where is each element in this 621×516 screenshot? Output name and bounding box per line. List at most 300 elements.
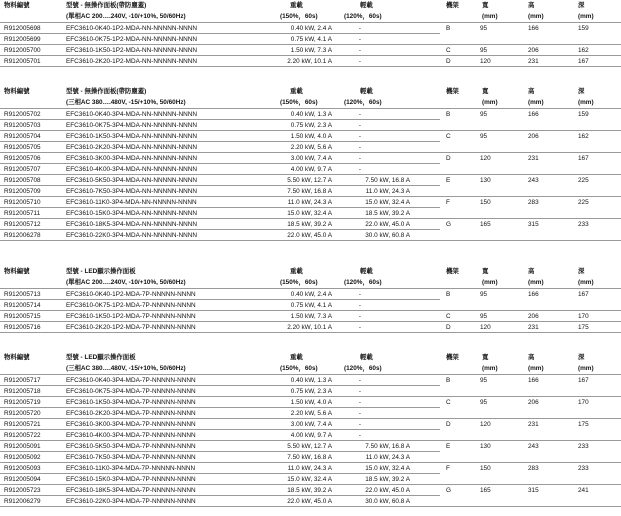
header-light-duty: 輕載 [360, 2, 373, 9]
header-width-unit: (mm) [482, 279, 498, 286]
header-depth: 深 [578, 2, 585, 9]
table-row [0, 197, 621, 208]
table-row [0, 430, 621, 441]
cell-material-no: R912005720 [4, 410, 41, 417]
cell-width: 150 [480, 199, 491, 206]
table-row [0, 153, 621, 164]
cell-frame: F [446, 465, 450, 472]
group-divider [440, 240, 621, 241]
cell-light-duty: - [358, 388, 362, 395]
cell-material-no: R912005718 [4, 388, 41, 395]
table-row [0, 208, 621, 219]
header-frame: 機架 [446, 2, 459, 9]
row-divider [0, 332, 440, 333]
table-row [0, 463, 621, 474]
cell-material-no: R912005705 [4, 144, 41, 151]
header-heavy-duty: 重載 [290, 268, 303, 275]
header-depth: 深 [578, 268, 585, 275]
header-heavy-duty-sub: (150%，60s) [280, 13, 318, 20]
cell-material-no: R912005706 [4, 155, 41, 162]
table-row [0, 452, 621, 463]
header-heavy-duty-sub: (150%，60s) [280, 365, 318, 372]
table-row [0, 34, 621, 45]
cell-model: EFC3610-11K0-3P4-MDA-7P-NNNNN-NNNN [66, 465, 196, 472]
cell-model: EFC3610-0K40-1P2-MDA-NN-NNNNN-NNNN [66, 25, 198, 32]
header-model-title: 型號 - 無操作面板(帶防塵蓋) [66, 88, 147, 95]
cell-light-duty: - [358, 25, 362, 32]
header-height: 高 [528, 354, 535, 361]
cell-heavy-duty: 4.00 kW, 9.7 A [290, 166, 332, 173]
table-row [0, 23, 621, 34]
header-width: 寬 [482, 268, 489, 275]
cell-heavy-duty: 0.40 kW, 1.3 A [290, 111, 332, 118]
table-row [0, 474, 621, 485]
cell-light-duty: - [358, 166, 362, 173]
cell-heavy-duty: 15.0 kW, 32.4 A [287, 210, 332, 217]
cell-heavy-duty: 3.00 kW, 7.4 A [290, 421, 332, 428]
header-model-subtitle: (單相AC 200….240V, -10/+10%, 50/60Hz) [66, 13, 186, 20]
cell-depth: 159 [578, 111, 589, 118]
header-model-subtitle: (三相AC 380….480V, -15/+10%, 50/60Hz) [66, 365, 186, 372]
cell-material-no: R912005717 [4, 377, 41, 384]
cell-light-duty: 11.0 kW, 24.3 A [365, 188, 410, 195]
cell-model: EFC3610-0K40-3P4-MDA-7P-NNNNN-NNNN [66, 377, 196, 384]
cell-height: 166 [528, 377, 539, 384]
header-depth: 深 [578, 354, 585, 361]
section-header [0, 266, 621, 289]
header-height-unit: (mm) [528, 365, 544, 372]
cell-model: EFC3610-5K50-3P4-MDA-NN-NNNNN-NNNN [66, 177, 198, 184]
cell-light-duty: - [358, 399, 362, 406]
cell-heavy-duty: 1.50 kW, 7.3 A [290, 313, 332, 320]
section-header [0, 352, 621, 375]
cell-light-duty: - [358, 410, 362, 417]
cell-model: EFC3610-4K00-3P4-MDA-7P-NNNNN-NNNN [66, 432, 196, 439]
cell-model: EFC3610-7K50-3P4-MDA-7P-NNNNN-NNNN [66, 454, 196, 461]
cell-heavy-duty: 11.0 kW, 24.3 A [287, 199, 332, 206]
cell-height: 206 [528, 313, 539, 320]
cell-heavy-duty: 1.50 kW, 4.0 A [290, 133, 332, 140]
cell-width: 95 [480, 47, 488, 54]
cell-frame: C [446, 313, 451, 320]
cell-light-duty: 15.0 kW, 32.4 A [365, 465, 410, 472]
cell-width: 120 [480, 421, 491, 428]
cell-material-no: R912005713 [4, 291, 41, 298]
cell-heavy-duty: 2.20 kW, 10.1 A [287, 58, 332, 65]
cell-heavy-duty: 0.40 kW, 1.3 A [290, 377, 332, 384]
cell-heavy-duty: 5.50 kW, 12.7 A [287, 443, 332, 450]
cell-model: EFC3610-18K5-3P4-MDA-7P-NNNNN-NNNN [66, 487, 196, 494]
header-model-title: 型號 - 無操作面板(帶防塵蓋) [66, 2, 147, 9]
cell-heavy-duty: 2.20 kW, 5.6 A [290, 410, 332, 417]
cell-frame: F [446, 199, 450, 206]
cell-light-duty: - [358, 313, 362, 320]
table-row [0, 219, 621, 230]
header-frame: 機架 [446, 354, 459, 361]
cell-model: EFC3610-0K75-1P2-MDA-7P-NNNNN-NNNN [66, 302, 196, 309]
header-light-duty-sub: (120%，60s) [344, 279, 382, 286]
cell-material-no: R912005092 [4, 454, 41, 461]
header-heavy-duty: 重載 [290, 88, 303, 95]
cell-light-duty: - [358, 302, 362, 309]
table-row [0, 131, 621, 142]
cell-depth: 162 [578, 133, 589, 140]
cell-heavy-duty: 0.40 kW, 2.4 A [290, 25, 332, 32]
table-row [0, 441, 621, 452]
cell-material-no: R912005091 [4, 443, 41, 450]
header-model-title: 型號 - LED顯示操作面板 [66, 354, 136, 361]
header-height-unit: (mm) [528, 279, 544, 286]
header-depth-unit: (mm) [578, 279, 594, 286]
cell-material-no: R912005701 [4, 58, 41, 65]
cell-width: 95 [480, 291, 488, 298]
cell-heavy-duty: 1.50 kW, 4.0 A [290, 399, 332, 406]
cell-width: 165 [480, 487, 491, 494]
table-row [0, 397, 621, 408]
table-row [0, 311, 621, 322]
cell-model: EFC3610-7K50-3P4-MDA-NN-NNNNN-NNNN [66, 188, 198, 195]
cell-frame: B [446, 291, 451, 298]
cell-height: 166 [528, 25, 539, 32]
cell-light-duty: - [358, 133, 362, 140]
cell-light-duty: - [358, 291, 362, 298]
cell-model: EFC3610-1K50-1P2-MDA-7P-NNNNN-NNNN [66, 313, 196, 320]
cell-light-duty: 11.0 kW, 24.3 A [365, 454, 410, 461]
table-row [0, 419, 621, 430]
cell-light-duty: - [358, 144, 362, 151]
cell-light-duty: - [358, 377, 362, 384]
cell-heavy-duty: 5.50 kW, 12.7 A [287, 177, 332, 184]
cell-width: 120 [480, 324, 491, 331]
cell-depth: 225 [578, 177, 589, 184]
cell-depth: 170 [578, 399, 589, 406]
header-depth-unit: (mm) [578, 13, 594, 20]
header-light-duty: 輕載 [360, 88, 373, 95]
cell-depth: 167 [578, 377, 589, 384]
cell-light-duty: 7.50 kW, 16.8 A [365, 177, 410, 184]
cell-model: EFC3610-0K40-3P4-MDA-NN-NNNNN-NNNN [66, 111, 198, 118]
header-model-title: 型號 - LED顯示操作面板 [66, 268, 136, 275]
cell-light-duty: - [358, 324, 362, 331]
cell-material-no: R912005709 [4, 188, 41, 195]
header-width-unit: (mm) [482, 13, 498, 20]
cell-width: 95 [480, 399, 488, 406]
header-depth-unit: (mm) [578, 365, 594, 372]
cell-model: EFC3610-1K50-3P4-MDA-NN-NNNNN-NNNN [66, 133, 198, 140]
cell-light-duty: - [358, 58, 362, 65]
cell-light-duty: - [358, 122, 362, 129]
cell-height: 283 [528, 465, 539, 472]
cell-height: 231 [528, 421, 539, 428]
header-light-duty: 輕載 [360, 354, 373, 361]
cell-material-no: R912005708 [4, 177, 41, 184]
cell-light-duty: 18.5 kW, 39.2 A [365, 476, 410, 483]
header-frame: 機架 [446, 88, 459, 95]
cell-heavy-duty: 15.0 kW, 32.4 A [287, 476, 332, 483]
cell-light-duty: 30.0 kW, 60.8 A [365, 498, 410, 505]
cell-height: 206 [528, 399, 539, 406]
cell-width: 130 [480, 443, 491, 450]
table-row [0, 408, 621, 419]
cell-height: 206 [528, 133, 539, 140]
cell-material-no: R912005698 [4, 25, 41, 32]
header-material-no: 物料編號 [4, 268, 30, 275]
cell-material-no: R912005721 [4, 421, 41, 428]
cell-model: EFC3610-2K20-3P4-MDA-NN-NNNNN-NNNN [66, 144, 198, 151]
cell-material-no: R912006279 [4, 498, 41, 505]
cell-model: EFC3610-2K20-3P4-MDA-7P-NNNNN-NNNN [66, 410, 196, 417]
header-light-duty-sub: (120%，60s) [344, 13, 382, 20]
cell-frame: D [446, 58, 451, 65]
cell-light-duty: - [358, 421, 362, 428]
table-row [0, 485, 621, 496]
cell-model: EFC3610-0K75-1P2-MDA-NN-NNNNN-NNNN [66, 36, 198, 43]
cell-light-duty: 7.50 kW, 16.8 A [365, 443, 410, 450]
cell-light-duty: 18.5 kW, 39.2 A [365, 210, 410, 217]
cell-depth: 170 [578, 313, 589, 320]
cell-light-duty: - [358, 111, 362, 118]
cell-frame: G [446, 487, 451, 494]
cell-material-no: R912005714 [4, 302, 41, 309]
cell-heavy-duty: 18.5 kW, 39.2 A [287, 221, 332, 228]
header-light-duty: 輕載 [360, 268, 373, 275]
cell-frame: C [446, 399, 451, 406]
cell-height: 231 [528, 58, 539, 65]
header-height: 高 [528, 2, 535, 9]
cell-material-no: R912005700 [4, 47, 41, 54]
cell-light-duty: 30.0 kW, 60.8 A [365, 232, 410, 239]
cell-material-no: R912005094 [4, 476, 41, 483]
table-row [0, 375, 621, 386]
cell-heavy-duty: 18.5 kW, 39.2 A [287, 487, 332, 494]
cell-model: EFC3610-22K0-3P4-MDA-NN-NNNNN-NNNN [66, 232, 198, 239]
cell-material-no: R912005723 [4, 487, 41, 494]
header-width: 寬 [482, 88, 489, 95]
cell-material-no: R912005719 [4, 399, 41, 406]
header-model-subtitle: (三相AC 380….480V, -15/+10%, 50/60Hz) [66, 99, 186, 106]
table-row [0, 109, 621, 120]
header-light-duty-sub: (120%，60s) [344, 99, 382, 106]
cell-height: 231 [528, 324, 539, 331]
header-material-no: 物料編號 [4, 88, 30, 95]
table-row [0, 322, 621, 333]
cell-frame: D [446, 155, 451, 162]
cell-material-no: R912005722 [4, 432, 41, 439]
cell-frame: B [446, 25, 451, 32]
cell-light-duty: - [358, 432, 362, 439]
table-row [0, 164, 621, 175]
cell-frame: D [446, 324, 451, 331]
cell-depth: 233 [578, 443, 589, 450]
cell-model: EFC3610-3K00-3P4-MDA-NN-NNNNN-NNNN [66, 155, 198, 162]
cell-heavy-duty: 1.50 kW, 7.3 A [290, 47, 332, 54]
header-material-no: 物料編號 [4, 2, 30, 9]
row-divider [0, 506, 440, 507]
cell-height: 166 [528, 291, 539, 298]
table-row [0, 230, 621, 241]
cell-heavy-duty: 11.0 kW, 24.3 A [287, 465, 332, 472]
header-heavy-duty: 重載 [290, 2, 303, 9]
cell-frame: G [446, 221, 451, 228]
cell-model: EFC3610-0K75-3P4-MDA-7P-NNNNN-NNNN [66, 388, 196, 395]
table-row [0, 56, 621, 67]
table-row [0, 120, 621, 131]
cell-model: EFC3610-18K5-3P4-MDA-NN-NNNNN-NNNN [66, 221, 198, 228]
header-frame: 機架 [446, 268, 459, 275]
cell-frame: E [446, 443, 451, 450]
cell-model: EFC3610-4K00-3P4-MDA-NN-NNNNN-NNNN [66, 166, 198, 173]
header-depth-unit: (mm) [578, 99, 594, 106]
cell-width: 95 [480, 377, 488, 384]
cell-model: EFC3610-22K0-3P4-MDA-7P-NNNNN-NNNN [66, 498, 196, 505]
cell-model: EFC3610-5K50-3P4-MDA-7P-NNNNN-NNNN [66, 443, 196, 450]
cell-material-no: R912005715 [4, 313, 41, 320]
header-heavy-duty: 重載 [290, 354, 303, 361]
header-model-subtitle: (單相AC 200….240V, -10/+10%, 50/60Hz) [66, 279, 186, 286]
cell-heavy-duty: 22.0 kW, 45.0 A [287, 498, 332, 505]
cell-height: 243 [528, 443, 539, 450]
group-divider [440, 506, 621, 507]
cell-width: 130 [480, 177, 491, 184]
cell-material-no: R912005707 [4, 166, 41, 173]
cell-model: EFC3610-0K75-3P4-MDA-NN-NNNNN-NNNN [66, 122, 198, 129]
cell-depth: 159 [578, 25, 589, 32]
cell-frame: B [446, 111, 451, 118]
header-height-unit: (mm) [528, 13, 544, 20]
cell-height: 283 [528, 199, 539, 206]
header-height: 高 [528, 268, 535, 275]
cell-width: 95 [480, 313, 488, 320]
cell-depth: 175 [578, 421, 589, 428]
table-row [0, 386, 621, 397]
section-header [0, 0, 621, 23]
cell-light-duty: - [358, 47, 362, 54]
cell-material-no: R912005703 [4, 122, 41, 129]
cell-material-no: R912005699 [4, 36, 41, 43]
cell-model: EFC3610-2K20-1P2-MDA-7P-NNNNN-NNNN [66, 324, 196, 331]
header-width-unit: (mm) [482, 99, 498, 106]
cell-model: EFC3610-3K00-3P4-MDA-7P-NNNNN-NNNN [66, 421, 196, 428]
cell-material-no: R912005716 [4, 324, 41, 331]
cell-height: 243 [528, 177, 539, 184]
row-divider [0, 66, 440, 67]
cell-model: EFC3610-1K50-3P4-MDA-7P-NNNNN-NNNN [66, 399, 196, 406]
cell-depth: 233 [578, 465, 589, 472]
cell-depth: 167 [578, 155, 589, 162]
cell-material-no: R912005704 [4, 133, 41, 140]
cell-width: 120 [480, 58, 491, 65]
cell-depth: 241 [578, 487, 589, 494]
table-row [0, 142, 621, 153]
row-divider [0, 240, 440, 241]
cell-height: 206 [528, 47, 539, 54]
cell-material-no: R912005093 [4, 465, 41, 472]
cell-light-duty: - [358, 155, 362, 162]
cell-heavy-duty: 0.75 kW, 2.3 A [290, 122, 332, 129]
cell-width: 95 [480, 133, 488, 140]
table-row [0, 300, 621, 311]
table-row [0, 186, 621, 197]
cell-model: EFC3610-0K40-1P2-MDA-7P-NNNNN-NNNN [66, 291, 196, 298]
cell-frame: E [446, 177, 451, 184]
cell-model: EFC3610-2K20-1P2-MDA-NN-NNNNN-NNNN [66, 58, 198, 65]
group-divider [440, 66, 621, 67]
cell-heavy-duty: 4.00 kW, 9.7 A [290, 432, 332, 439]
table-row [0, 45, 621, 56]
table-row [0, 175, 621, 186]
cell-model: EFC3610-15K0-3P4-MDA-7P-NNNNN-NNNN [66, 476, 196, 483]
cell-light-duty: 22.0 kW, 45.0 A [365, 221, 410, 228]
cell-width: 95 [480, 25, 488, 32]
cell-depth: 233 [578, 221, 589, 228]
table-row [0, 496, 621, 507]
cell-frame: C [446, 133, 451, 140]
cell-material-no: R912005712 [4, 221, 41, 228]
cell-heavy-duty: 0.75 kW, 4.1 A [290, 302, 332, 309]
header-material-no: 物料編號 [4, 354, 30, 361]
cell-width: 150 [480, 465, 491, 472]
cell-heavy-duty: 0.75 kW, 2.3 A [290, 388, 332, 395]
cell-material-no: R912005710 [4, 199, 41, 206]
group-divider [440, 332, 621, 333]
cell-material-no: R912005702 [4, 111, 41, 118]
header-depth: 深 [578, 88, 585, 95]
cell-frame: B [446, 377, 451, 384]
cell-width: 95 [480, 111, 488, 118]
cell-heavy-duty: 3.00 kW, 7.4 A [290, 155, 332, 162]
cell-depth: 225 [578, 199, 589, 206]
cell-heavy-duty: 22.0 kW, 45.0 A [287, 232, 332, 239]
cell-light-duty: - [358, 36, 362, 43]
cell-heavy-duty: 7.50 kW, 16.8 A [287, 454, 332, 461]
cell-material-no: R912006278 [4, 232, 41, 239]
header-width: 寬 [482, 2, 489, 9]
cell-height: 231 [528, 155, 539, 162]
cell-light-duty: 15.0 kW, 32.4 A [365, 199, 410, 206]
cell-depth: 162 [578, 47, 589, 54]
header-width-unit: (mm) [482, 365, 498, 372]
cell-depth: 175 [578, 324, 589, 331]
header-height: 高 [528, 88, 535, 95]
cell-frame: C [446, 47, 451, 54]
cell-width: 120 [480, 155, 491, 162]
cell-height: 315 [528, 487, 539, 494]
table-row [0, 289, 621, 300]
header-light-duty-sub: (120%，60s) [344, 365, 382, 372]
cell-heavy-duty: 2.20 kW, 10.1 A [287, 324, 332, 331]
cell-material-no: R912005711 [4, 210, 41, 217]
cell-heavy-duty: 2.20 kW, 5.6 A [290, 144, 332, 151]
header-height-unit: (mm) [528, 99, 544, 106]
cell-heavy-duty: 7.50 kW, 16.8 A [287, 188, 332, 195]
header-heavy-duty-sub: (150%，60s) [280, 279, 318, 286]
cell-frame: D [446, 421, 451, 428]
header-width: 寬 [482, 354, 489, 361]
cell-model: EFC3610-1K50-1P2-MDA-NN-NNNNN-NNNN [66, 47, 198, 54]
cell-light-duty: 22.0 kW, 45.0 A [365, 487, 410, 494]
cell-width: 165 [480, 221, 491, 228]
cell-model: EFC3610-15K0-3P4-MDA-NN-NNNNN-NNNN [66, 210, 198, 217]
cell-depth: 167 [578, 291, 589, 298]
cell-heavy-duty: 0.40 kW, 2.4 A [290, 291, 332, 298]
cell-height: 315 [528, 221, 539, 228]
cell-heavy-duty: 0.75 kW, 4.1 A [290, 36, 332, 43]
header-heavy-duty-sub: (150%，60s) [280, 99, 318, 106]
cell-model: EFC3610-11K0-3P4-MDA-NN-NNNNN-NNNN [66, 199, 197, 206]
cell-depth: 167 [578, 58, 589, 65]
section-header [0, 86, 621, 109]
cell-height: 166 [528, 111, 539, 118]
